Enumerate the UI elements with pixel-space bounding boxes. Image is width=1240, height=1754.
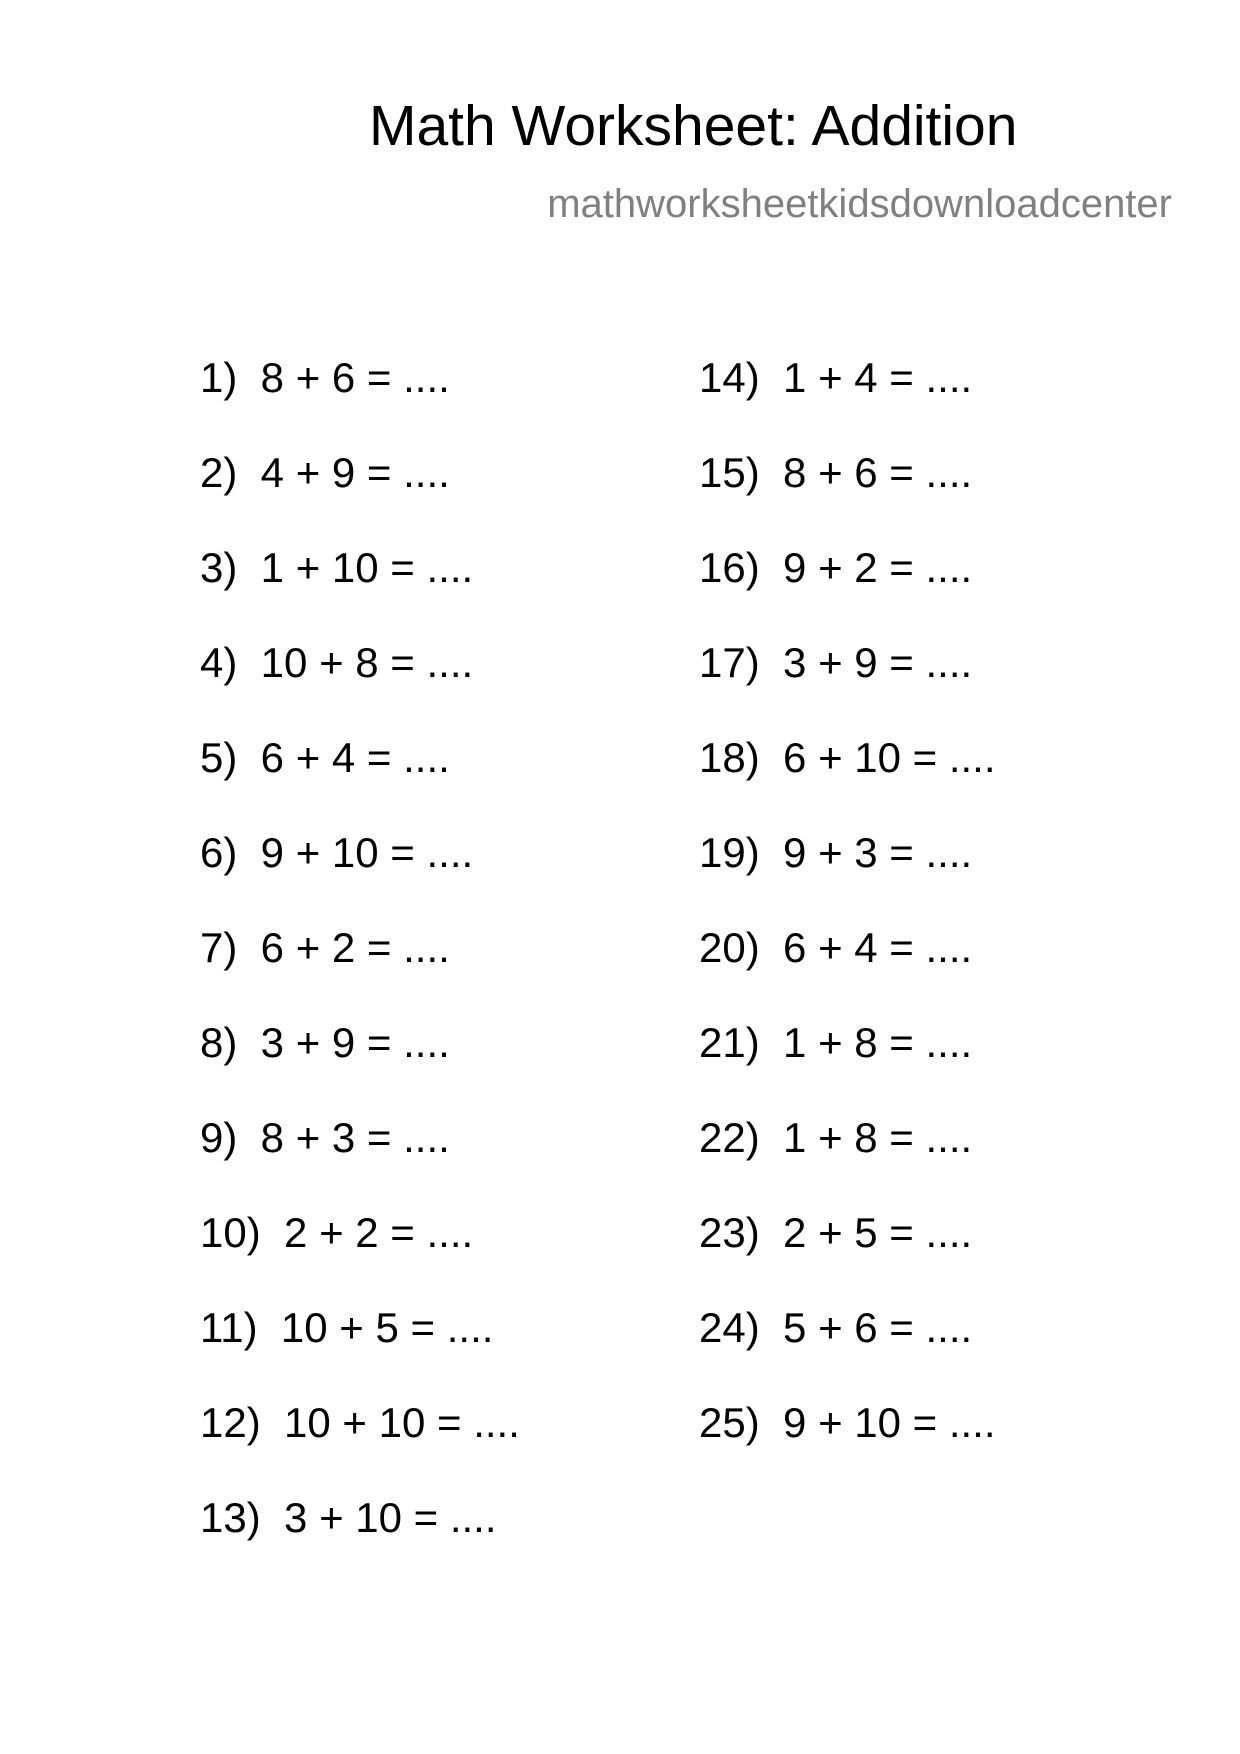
addition-problem: 13) 3 + 10 = .... (200, 1494, 497, 1541)
addition-problem: 10) 2 + 2 = .... (200, 1209, 474, 1256)
addition-problem: 19) 9 + 3 = .... (699, 829, 973, 876)
worksheet-subtitle: mathworksheetkidsdownloadcenter (547, 182, 1172, 226)
addition-problem: 16) 9 + 2 = .... (699, 544, 973, 591)
worksheet-title: Math Worksheet: Addition (369, 94, 1018, 158)
addition-problem: 14) 1 + 4 = .... (699, 354, 973, 401)
addition-problem: 15) 8 + 6 = .... (699, 449, 973, 496)
addition-problem: 8) 3 + 9 = .... (200, 1019, 450, 1066)
problems-right-column (699, 354, 996, 1494)
addition-problem: 12) 10 + 10 = .... (200, 1399, 520, 1446)
addition-problem: 4) 10 + 8 = .... (200, 639, 474, 686)
addition-problem: 9) 8 + 3 = .... (200, 1114, 450, 1161)
addition-problem: 6) 9 + 10 = .... (200, 829, 474, 876)
addition-problem: 18) 6 + 10 = .... (699, 734, 996, 781)
addition-problem: 23) 2 + 5 = .... (699, 1209, 973, 1256)
addition-problem: 25) 9 + 10 = .... (699, 1399, 996, 1446)
addition-problem: 1) 8 + 6 = .... (200, 354, 450, 401)
addition-problem: 3) 1 + 10 = .... (200, 544, 474, 591)
addition-problem: 24) 5 + 6 = .... (699, 1304, 973, 1351)
problems-left-column (200, 354, 520, 1589)
addition-problem: 7) 6 + 2 = .... (200, 924, 450, 971)
addition-problem: 21) 1 + 8 = .... (699, 1019, 973, 1066)
addition-problem: 20) 6 + 4 = .... (699, 924, 973, 971)
addition-problem: 22) 1 + 8 = .... (699, 1114, 973, 1161)
addition-problem: 2) 4 + 9 = .... (200, 449, 450, 496)
addition-problem: 11) 10 + 5 = .... (200, 1304, 494, 1351)
addition-problem: 17) 3 + 9 = .... (699, 639, 973, 686)
addition-problem: 5) 6 + 4 = .... (200, 734, 450, 781)
